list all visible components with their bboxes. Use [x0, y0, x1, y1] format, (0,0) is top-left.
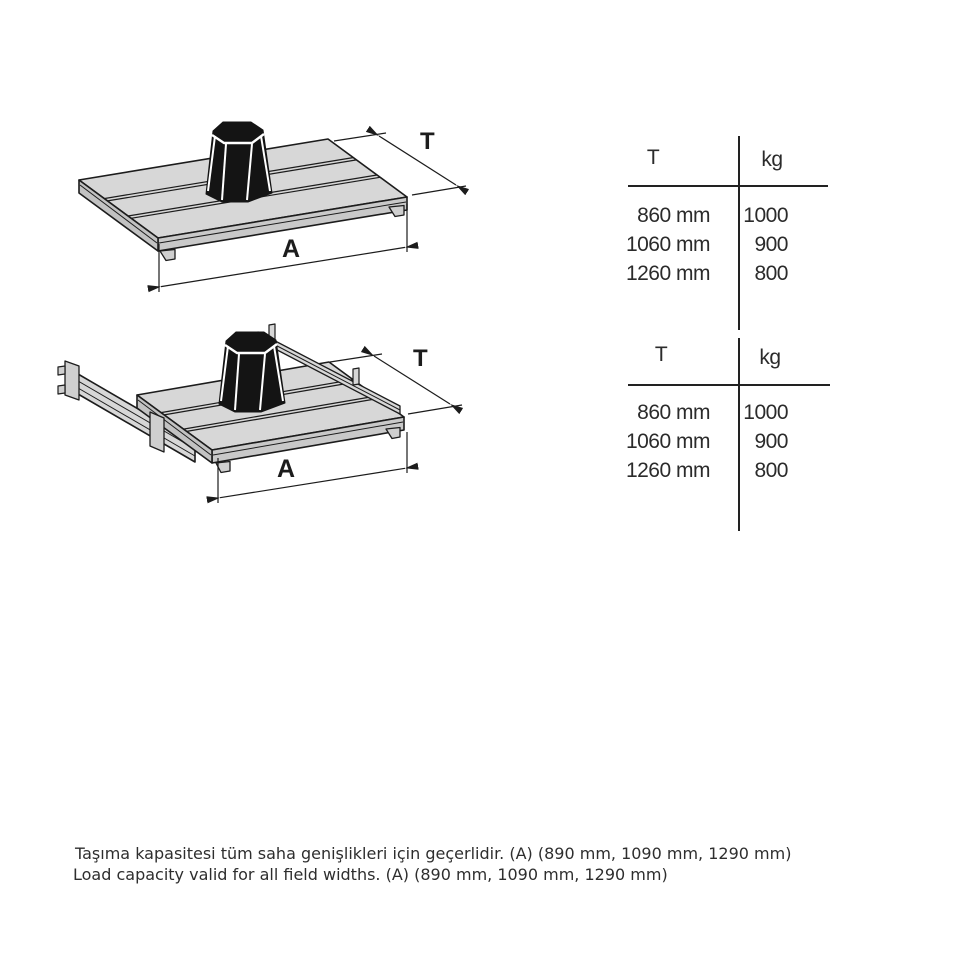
table-row [622, 260, 792, 289]
table-2-header-kg: kg [759, 346, 781, 369]
footnote [73, 844, 791, 885]
table-cell-t: 860 mm [637, 204, 710, 227]
table-row [622, 457, 792, 486]
table-cell-kg: 900 [754, 232, 788, 256]
dimension-line-t-2 [374, 356, 450, 404]
table-1-header-rule [628, 185, 828, 187]
tray-hook-right [386, 428, 400, 439]
table-cell-t: 1060 mm [625, 232, 710, 256]
table-cell-t: 1260 mm [625, 458, 710, 482]
drawing-pullout-shelf [58, 324, 462, 503]
drawing-shelf-panel [79, 122, 466, 292]
table-cell-t: 860 mm [637, 401, 710, 424]
table-2-rows [622, 399, 792, 485]
rail-end-bracket [65, 361, 79, 400]
dimension-label-a-2: A [276, 455, 296, 483]
table-cell-kg: 900 [754, 429, 788, 453]
dimension-label-a-1: A [281, 235, 301, 263]
table-cell-kg: 1000 [743, 401, 788, 424]
table-cell-t: 1260 mm [625, 261, 710, 285]
table-cell-t: 1060 mm [625, 429, 710, 453]
table-row [622, 399, 792, 428]
table-2-header-rule [628, 384, 830, 386]
cone-cap [206, 122, 272, 202]
table-1-header-kg: kg [761, 148, 783, 171]
table-cell-kg: 800 [754, 458, 788, 482]
table-1-rows [622, 202, 792, 288]
table-row [622, 202, 792, 231]
table-cell-kg: 1000 [743, 204, 788, 227]
table-row [622, 428, 792, 457]
table-1-header-t: T [646, 146, 660, 169]
dimension-label-t-2: T [413, 345, 428, 372]
footnote-line-english: Load capacity valid for all field widths. (A) (890 mm, 1090 mm, 1290 mm) [73, 864, 668, 884]
footnote-line-turkish: Taşıma kapasitesi tüm saha genişlikleri için geçerlidir. (A) (890 mm, 1090 mm, 1290 mm) [75, 844, 792, 863]
dimension-label-t-1: T [420, 128, 435, 155]
panel-hook-right [389, 206, 404, 217]
dimension-line-a-2 [220, 468, 405, 497]
panel-hook-left [160, 250, 175, 261]
table-2-header-t: T [654, 343, 668, 366]
dimension-line-t-1 [379, 136, 456, 185]
table-cell-kg: 800 [754, 261, 788, 285]
cone-cap-2 [219, 332, 285, 412]
table-row [622, 231, 792, 260]
rail-mid-bracket [150, 412, 164, 452]
